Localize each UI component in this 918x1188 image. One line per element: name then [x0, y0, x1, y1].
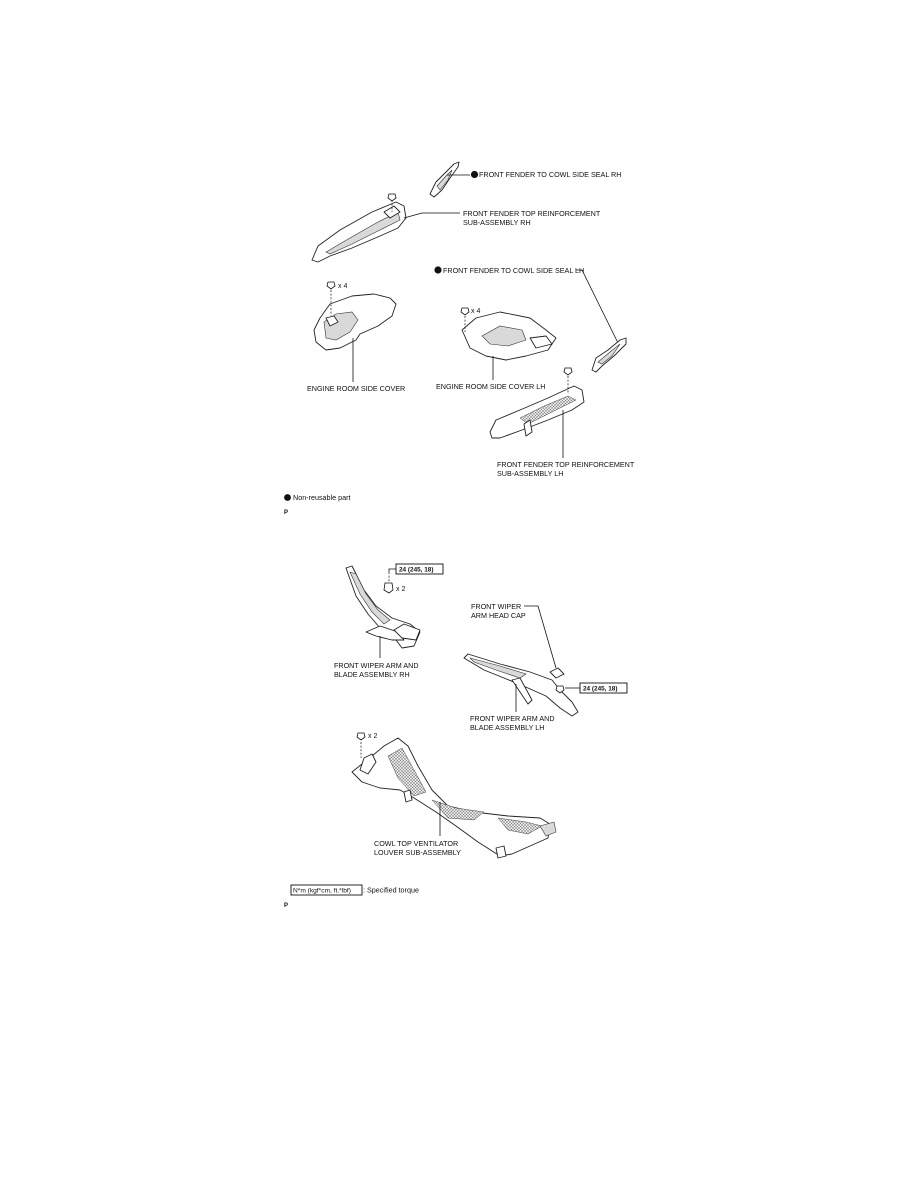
cowl-top-ventilator-louver [352, 733, 556, 858]
label-seal-lh: FRONT FENDER TO COWL SIDE SEAL LH [443, 266, 585, 275]
label-arm-rh-2: BLADE ASSEMBLY RH [334, 670, 410, 679]
torque-arm-rh: 24 (245, 18) [399, 566, 434, 574]
figure-1-code: P [284, 510, 289, 516]
torque-arm-lh: 24 (245, 18) [583, 685, 618, 693]
front-fender-top-reinforcement-rh [312, 194, 601, 262]
label-louver-1: COWL TOP VENTILATOR [374, 839, 459, 848]
label-arm-lh-2: BLADE ASSEMBLY LH [470, 723, 545, 732]
front-wiper-arm-and-blade-lh [464, 654, 627, 732]
figure-2-wiper-parts [284, 564, 627, 909]
qty-cover-lh-bolts: x 4 [471, 308, 481, 315]
engine-room-side-cover-lh [436, 308, 556, 391]
legend-non-reusable-text: Non-reusable part [293, 493, 351, 502]
qty-cover-bolts: x 4 [338, 283, 348, 290]
label-reinf-lh-2: SUB-ASSEMBLY LH [497, 469, 564, 478]
legend-torque-text: : Specified torque [363, 885, 419, 895]
figure-1-fender-parts [284, 162, 635, 516]
label-reinf-rh-1: FRONT FENDER TOP REINFORCEMENT [463, 209, 601, 218]
label-seal-rh: FRONT FENDER TO COWL SIDE SEAL RH [479, 170, 622, 179]
qty-arm-rh-nuts: x 2 [396, 586, 406, 593]
figure-2-code: P [284, 903, 289, 909]
legend-torque-units: N*m (kgf*cm, ft.*lbf) [293, 887, 351, 895]
label-reinf-lh-1: FRONT FENDER TOP REINFORCEMENT [497, 460, 635, 469]
label-arm-rh-1: FRONT WIPER ARM AND [334, 661, 419, 670]
label-louver-2: LOUVER SUB-ASSEMBLY [374, 848, 461, 857]
front-fender-to-cowl-side-seal-rh [430, 162, 621, 197]
label-cap-2: ARM HEAD CAP [471, 611, 526, 620]
legend-specified-torque [291, 885, 419, 895]
label-reinf-rh-2: SUB-ASSEMBLY RH [463, 218, 531, 227]
label-cover-lh: ENGINE ROOM SIDE COVER LH [436, 382, 546, 391]
label-cover: ENGINE ROOM SIDE COVER [307, 384, 406, 393]
legend-non-reusable [284, 493, 350, 502]
label-arm-lh-1: FRONT WIPER ARM AND [470, 714, 555, 723]
front-wiper-arm-and-blade-rh [334, 564, 443, 679]
engine-room-side-cover [307, 282, 405, 393]
label-cap-1: FRONT WIPER [471, 602, 522, 611]
qty-louver-clips: x 2 [368, 733, 378, 740]
